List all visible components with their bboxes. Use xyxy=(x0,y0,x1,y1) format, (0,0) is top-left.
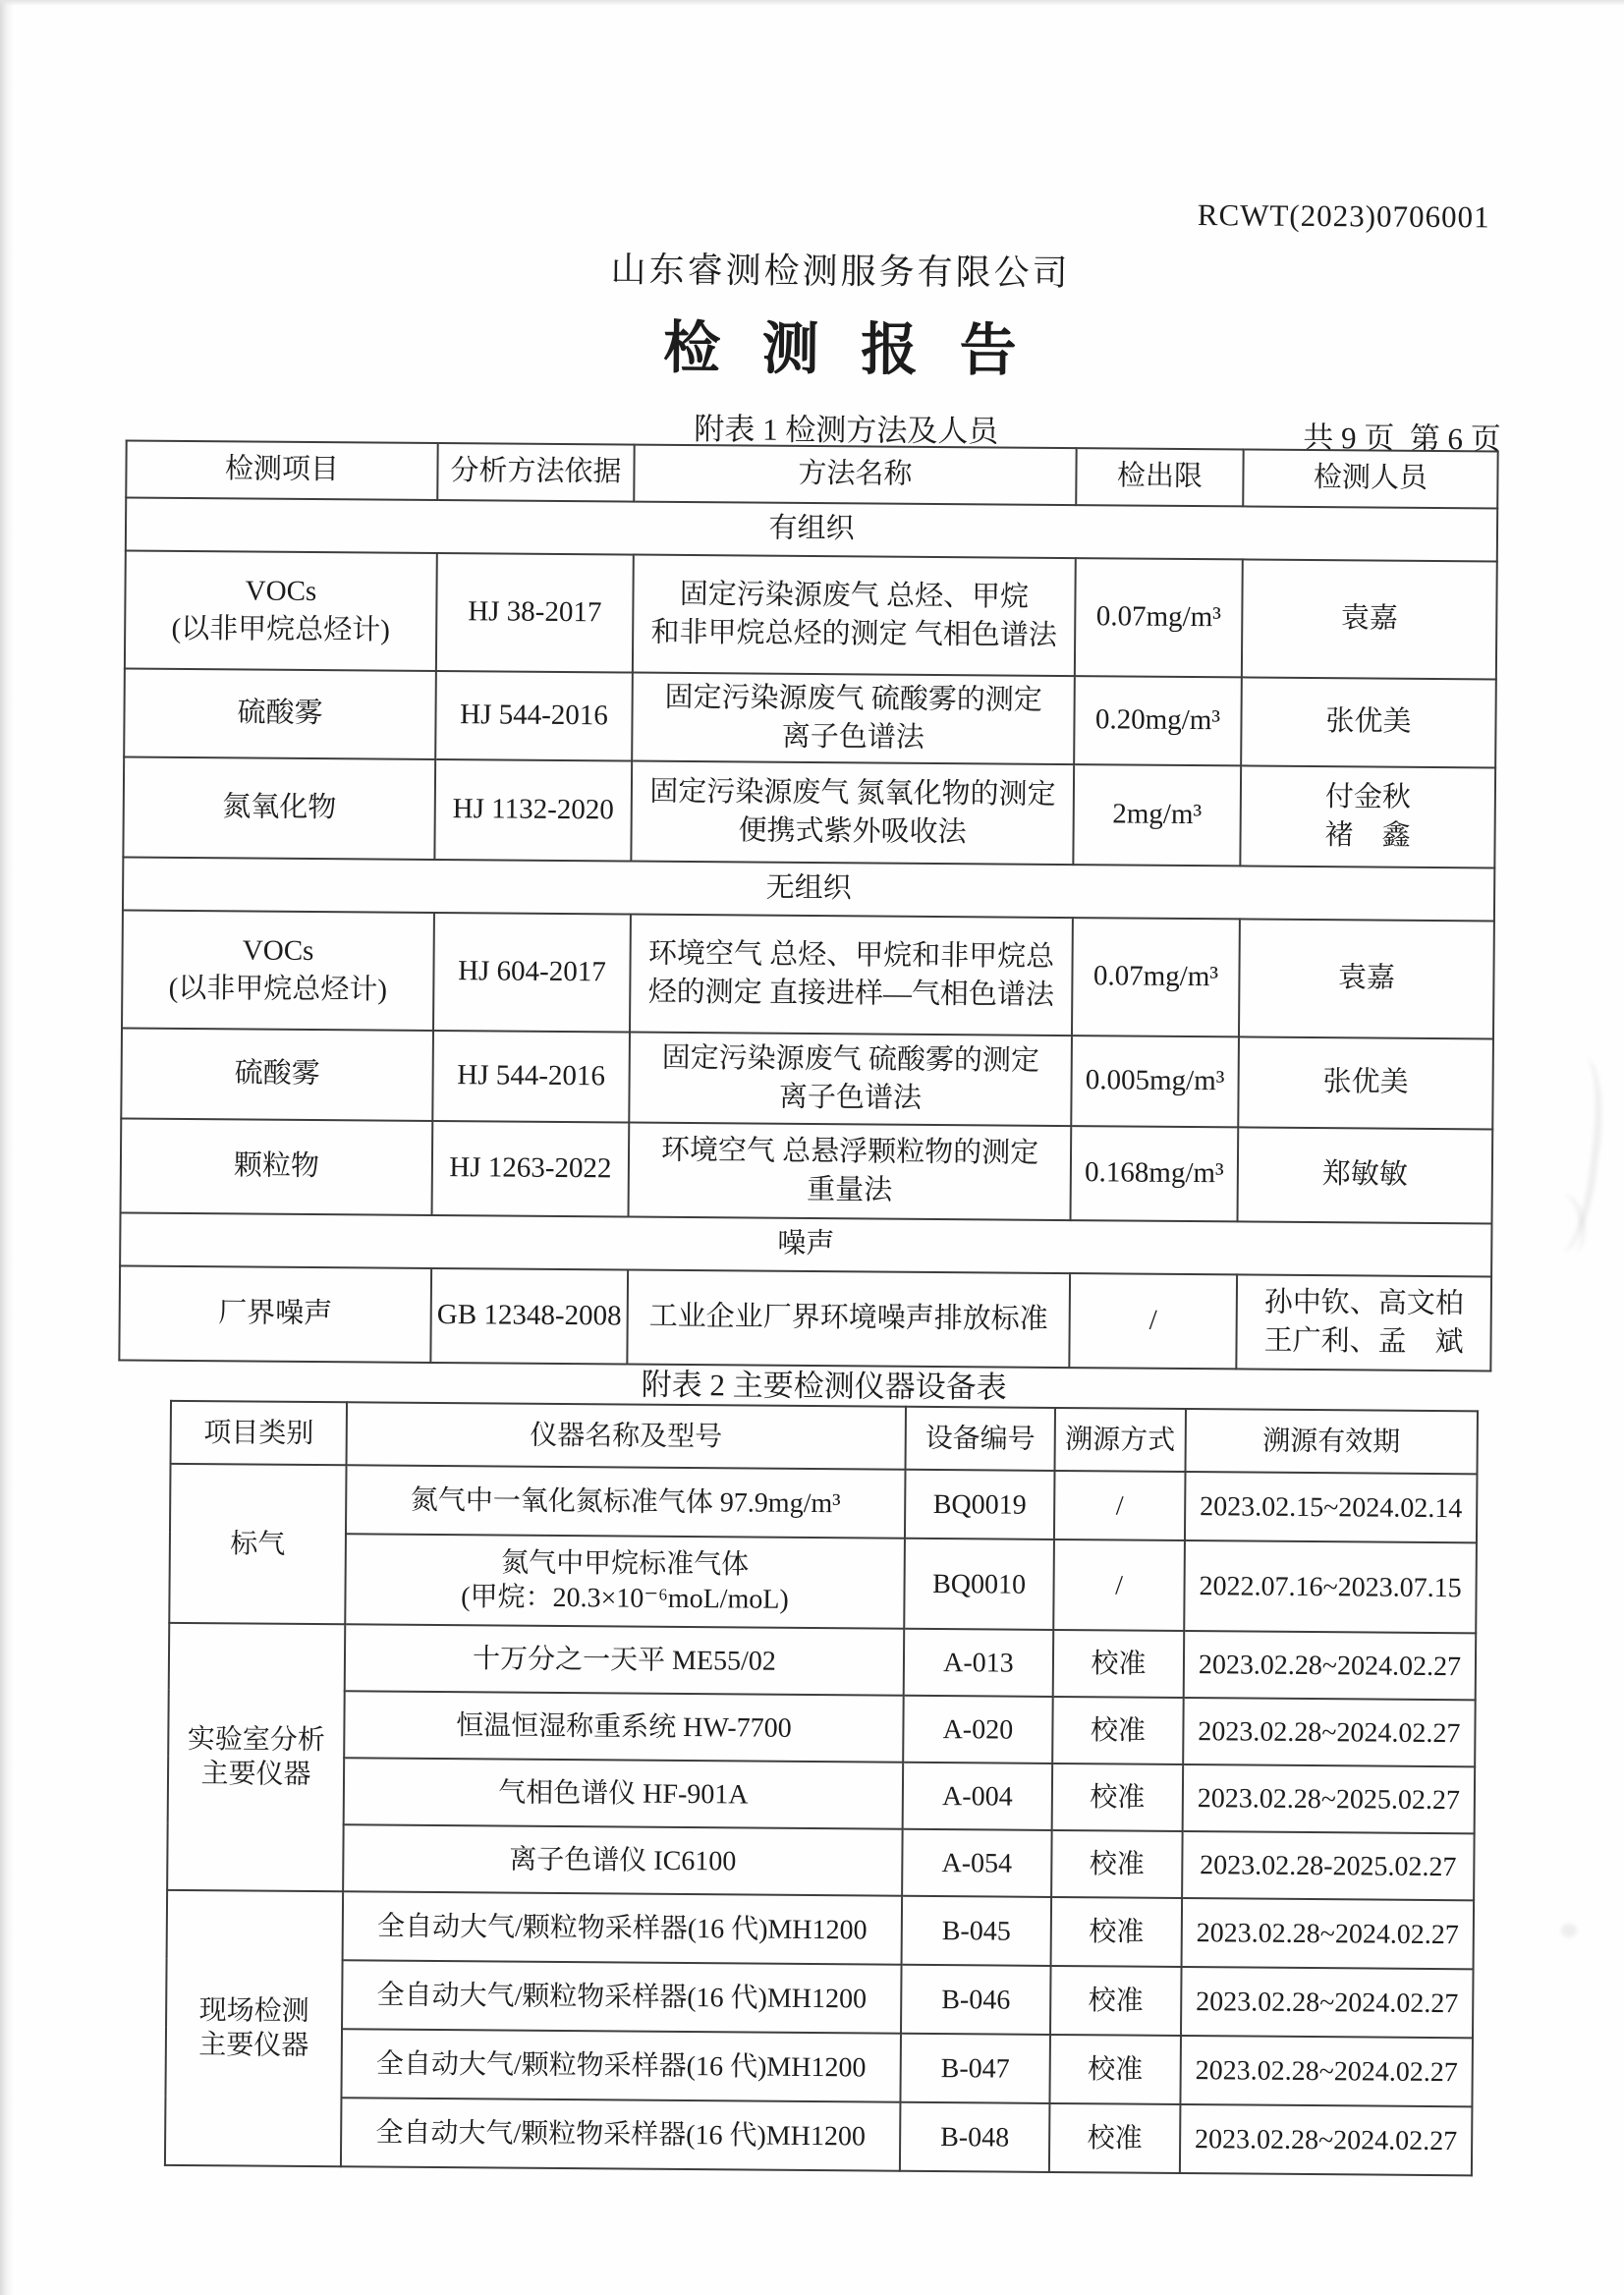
cell-device-no: BQ0019 xyxy=(905,1470,1055,1539)
cell-validity: 2023.02.28~2024.02.27 xyxy=(1183,1698,1476,1766)
cell-basis: HJ 604-2017 xyxy=(433,913,631,1033)
table-row xyxy=(121,1118,1493,1223)
cell-category: 实验室分析 主要仪器 xyxy=(167,1623,345,1891)
cell-device-no: BQ0010 xyxy=(904,1539,1054,1630)
cell-trace-method: / xyxy=(1053,1539,1185,1631)
table-row xyxy=(121,1028,1493,1129)
section-label: 有组织 xyxy=(126,497,1497,561)
cell-instrument: 氮气中一氧化氮标准气体 97.9mg/m³ xyxy=(346,1465,906,1538)
cell-validity: 2023.02.28~2024.02.27 xyxy=(1184,1631,1477,1700)
cell-validity: 2023.02.28~2025.02.27 xyxy=(1183,1764,1476,1833)
cell-validity: 2023.02.28-2025.02.27 xyxy=(1182,1831,1475,1900)
col-header-person: 检测人员 xyxy=(1243,449,1497,508)
cell-item: VOCs (以非甲烷总烃计) xyxy=(125,550,437,670)
cell-trace-method: 校准 xyxy=(1053,1630,1185,1698)
cell-validity: 2023.02.15~2024.02.14 xyxy=(1185,1472,1478,1542)
cell-limit: 0.20mg/m³ xyxy=(1074,676,1242,765)
cell-person: 袁嘉 xyxy=(1239,919,1494,1038)
cell-instrument: 恒温恒湿称重系统 HW-7700 xyxy=(344,1691,904,1762)
cell-device-no: B-045 xyxy=(902,1896,1052,1966)
cell-instrument: 全自动大气/颗粒物采样器(16 代)MH1200 xyxy=(343,1891,903,1964)
table-row xyxy=(167,1890,1475,1969)
table-row xyxy=(169,1533,1477,1633)
table2-header-row xyxy=(171,1401,1478,1474)
cell-limit: 0.07mg/m³ xyxy=(1075,558,1243,677)
cell-instrument: 氮气中甲烷标准气体 (甲烷：20.3×10⁻⁶moL/moL) xyxy=(345,1534,905,1628)
cell-method: 固定污染源废气 硫酸雾的测定 离子色谱法 xyxy=(632,673,1075,765)
cell-person: 张优美 xyxy=(1238,1036,1493,1129)
cell-trace-method: 校准 xyxy=(1049,2103,1181,2173)
cell-trace-method: / xyxy=(1054,1471,1186,1540)
company-name: 山东睿测检测服务有限公司 xyxy=(610,250,1071,294)
cell-basis: HJ 544-2016 xyxy=(435,671,633,761)
cell-item: 硫酸雾 xyxy=(124,668,436,758)
col-header-item: 检测项目 xyxy=(126,441,437,500)
table-row xyxy=(167,1823,1474,1900)
cell-validity: 2023.02.28~2024.02.27 xyxy=(1182,1898,1475,1969)
cell-device-no: B-048 xyxy=(900,2102,1050,2172)
table-row xyxy=(124,668,1496,767)
cell-item: VOCs (以非甲烷总烃计) xyxy=(122,910,434,1030)
section-label: 噪声 xyxy=(120,1212,1491,1276)
cell-basis: HJ 1132-2020 xyxy=(434,759,632,862)
table-row xyxy=(122,910,1494,1038)
cell-trace-method: 校准 xyxy=(1051,1897,1183,1967)
cell-method: 环境空气 总烃、甲烷和非甲烷总 烃的测定 直接进样—气相色谱法 xyxy=(630,915,1073,1036)
page-indicator: 共 9 页 第 6 页 xyxy=(1303,420,1501,457)
cell-person: 郑敏敏 xyxy=(1238,1127,1493,1223)
cell-trace-method: 校准 xyxy=(1049,2035,1181,2104)
cell-validity: 2023.02.28~2024.02.27 xyxy=(1181,1967,1474,2038)
cell-basis: GB 12348-2008 xyxy=(430,1268,628,1365)
cell-method: 固定污染源废气 氮氧化物的测定 便携式紫外吸收法 xyxy=(631,761,1074,866)
table-row xyxy=(168,1690,1475,1766)
cell-device-no: A-020 xyxy=(903,1696,1053,1763)
methods-personnel-table xyxy=(118,439,1498,1371)
cell-validity: 2023.02.28~2024.02.27 xyxy=(1180,2036,1473,2106)
cell-limit: 0.07mg/m³ xyxy=(1072,918,1240,1036)
cell-basis: HJ 544-2016 xyxy=(432,1031,630,1123)
cell-trace-method: 校准 xyxy=(1051,1830,1183,1898)
cell-category: 标气 xyxy=(169,1464,346,1624)
col-header-basis: 分析方法依据 xyxy=(437,443,634,502)
table-row xyxy=(166,1959,1474,2038)
table-row xyxy=(165,2028,1473,2106)
table-row xyxy=(123,756,1495,868)
cell-instrument: 十万分之一天平 ME55/02 xyxy=(345,1624,905,1695)
cell-category: 现场检测 主要仪器 xyxy=(165,1890,343,2166)
cell-item: 硫酸雾 xyxy=(121,1028,433,1120)
cell-instrument: 气相色谱仪 HF-901A xyxy=(344,1758,904,1828)
cell-method: 固定污染源废气 总烃、甲烷 和非甲烷总烃的测定 气相色谱法 xyxy=(633,555,1076,677)
cell-instrument: 全自动大气/颗粒物采样器(16 代)MH1200 xyxy=(341,2098,901,2170)
col-header-trace-method: 溯源方式 xyxy=(1055,1408,1186,1472)
cell-basis: HJ 38-2017 xyxy=(436,553,634,673)
table-row xyxy=(165,2097,1473,2175)
table2-caption: 附表 2 主要检测仪器设备表 xyxy=(641,1367,1007,1405)
cell-limit: / xyxy=(1069,1273,1237,1369)
cell-validity: 2022.07.16~2023.07.15 xyxy=(1184,1540,1477,1633)
cell-person: 袁嘉 xyxy=(1242,559,1497,679)
table-row xyxy=(170,1464,1478,1542)
cell-person: 孙中钦、高文柏 王广利、孟 斌 xyxy=(1236,1274,1491,1371)
cell-basis: HJ 1263-2022 xyxy=(432,1121,630,1217)
table-row xyxy=(119,1265,1491,1371)
cell-person: 付金秋 褚 鑫 xyxy=(1240,765,1495,868)
cell-instrument: 全自动大气/颗粒物采样器(16 代)MH1200 xyxy=(342,1960,902,2033)
col-header-method: 方法名称 xyxy=(634,445,1076,506)
cell-instrument: 离子色谱仪 IC6100 xyxy=(343,1824,903,1895)
cell-trace-method: 校准 xyxy=(1050,1966,1182,2036)
cell-person: 张优美 xyxy=(1241,677,1496,767)
cell-trace-method: 校准 xyxy=(1052,1763,1184,1831)
cell-trace-method: 校准 xyxy=(1052,1697,1184,1764)
col-header-category: 项目类别 xyxy=(171,1401,347,1465)
cell-limit: 2mg/m³ xyxy=(1073,764,1241,866)
cell-validity: 2023.02.28~2024.02.27 xyxy=(1180,2104,1473,2175)
cell-device-no: A-004 xyxy=(903,1763,1053,1830)
document-title: 检 测 报 告 xyxy=(662,315,1031,383)
cell-device-no: A-054 xyxy=(902,1829,1052,1897)
cell-method: 固定污染源废气 硫酸雾的测定 离子色谱法 xyxy=(629,1033,1072,1127)
cell-item: 颗粒物 xyxy=(121,1118,433,1214)
col-header-device-no: 设备编号 xyxy=(906,1407,1055,1471)
col-header-instrument: 仪器名称及型号 xyxy=(347,1402,906,1469)
col-header-limit: 检出限 xyxy=(1076,448,1243,506)
cell-item: 氮氧化物 xyxy=(123,756,435,859)
table-row xyxy=(125,550,1497,679)
table-row xyxy=(168,1757,1475,1833)
table1-header-row xyxy=(126,441,1497,509)
table1-caption: 附表 1 检测方法及人员 xyxy=(694,412,999,449)
cell-instrument: 全自动大气/颗粒物采样器(16 代)MH1200 xyxy=(341,2029,901,2101)
report-number: RCWT(2023)0706001 xyxy=(1197,197,1490,235)
cell-limit: 0.168mg/m³ xyxy=(1071,1126,1239,1221)
cell-limit: 0.005mg/m³ xyxy=(1071,1036,1239,1127)
cell-device-no: B-047 xyxy=(900,2034,1050,2103)
instruments-table xyxy=(164,1400,1479,2176)
cell-device-no: B-046 xyxy=(901,1965,1051,2035)
col-header-validity: 溯源有效期 xyxy=(1186,1409,1478,1474)
section-label: 无组织 xyxy=(123,857,1494,921)
cell-method: 工业企业厂界环境噪声排放标准 xyxy=(627,1270,1070,1369)
cell-device-no: A-013 xyxy=(904,1629,1054,1697)
table-row xyxy=(169,1623,1476,1700)
cell-item: 厂界噪声 xyxy=(119,1265,431,1362)
cell-method: 环境空气 总悬浮颗粒物的测定 重量法 xyxy=(629,1123,1072,1221)
